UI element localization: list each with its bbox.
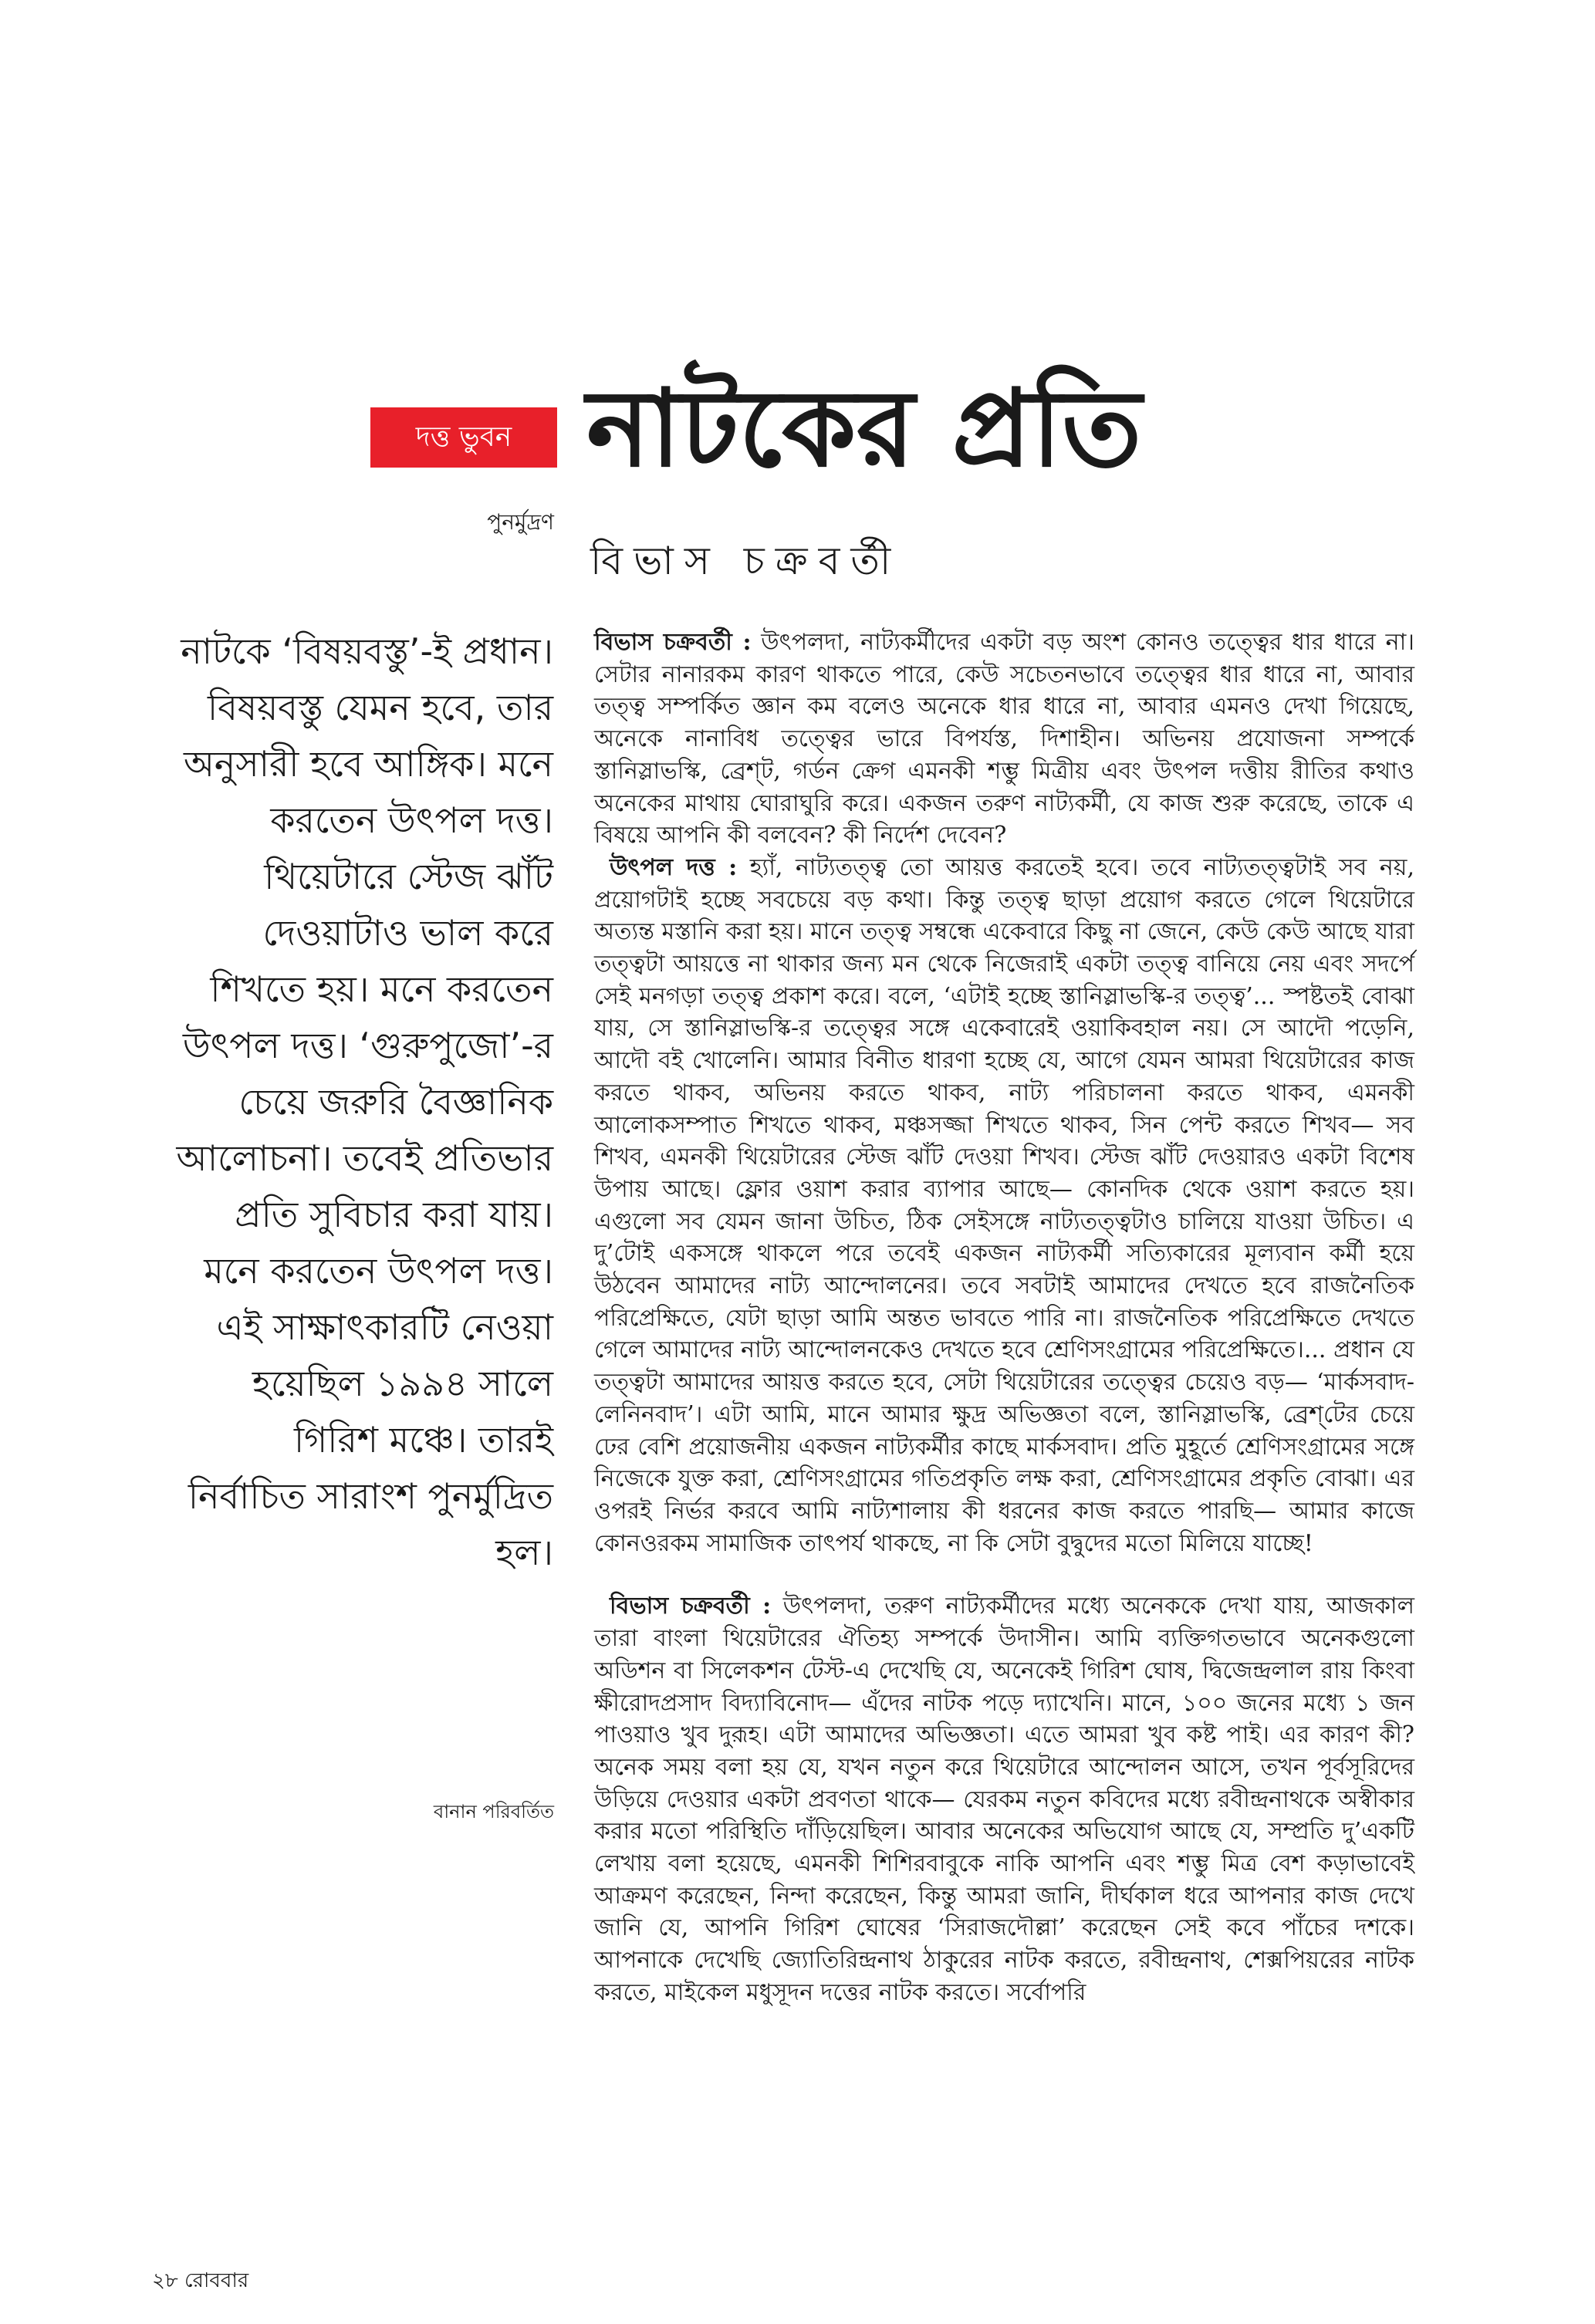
speaker-label: বিভাস চক্রবর্তী : bbox=[610, 1593, 772, 1620]
reprint-label: পুনর্মুদ্রণ bbox=[487, 509, 554, 535]
paragraph-text: হ্যাঁ, নাট্যতত্ত্ব তো আয়ত্ত করতেই হবে। তবে নাট্যতত্ত্বটাই সব নয়, প্রয়োগটাই হচ্ছে সবচেয়ে বড় কথা। কিন্তু তত্ত্ব ছাড়া প্রয়োগ করতে গেলে থিয়েটারে অত্যন্ত মস্তানি করা হয়। মানে তত্ত্ব সম্বন্ধে একেবারে কিছু না জেনে, কেউ কেউ আছে যারা তত্ত্বটা আয়ত্তে না থাকার জন্য মন থেকে নিজেরাই একটা তত্ত্ব বানিয়ে নেয় এবং সদর্পে সেই মনগড়া তত্ত্ব প্রকাশ করে। বলে, ‘এটাই হচ্ছে স্তানিস্লাভস্কি-র তত্ত্ব’... স্পষ্টতই বোঝা যায়, সে স্তানিস্লাভস্কি-র তত্ত্বের সঙ্গে একেবারেই ওয়াকিবহাল নয়। সে আদৌ পড়েনি, আদৌ বই খোলেনি। আমার বিনীত ধারণা হচ্ছে যে, আগে যেমন আমরা থিয়েটারের কাজ করতে থাকব, অভিনয় করতে থাকব, নাট্য পরিচালনা করতে থাকব, এমনকী আলোকসম্পাত শিখতে থাকব, মঞ্চসজ্জা শিখতে থাকব, সিন পেন্ট করতে শিখব— সব শিখব, এমনকী থিয়েটারের স্টেজ ঝাঁট দেওয়া শিখব। স্টেজ ঝাঁট দেওয়ারও একটা বিশেষ উপায় আছে। ফ্লোর ওয়াশ করার ব্যাপার আছে— কোনদিক থেকে ওয়াশ করতে হয়। এগুলো সব যেমন জানা উচিত, ঠিক সেইসঙ্গে নাট্যতত্ত্বটাও চালিয়ে যাওয়া উচিত। এ দু’টোই একসঙ্গে থাকলে পরে তবেই একজন নাট্যকর্মী সত্যিকারের মূল্যবান কর্মী হয়ে উঠবেন আমাদের নাট্য আন্দোলনের। তবে সবটাই আমাদের দেখতে হবে রাজনৈতিক পরিপ্রেক্ষিতে, যেটা ছাড়া আমি অন্তত ভাবতে পারি না। রাজনৈতিক পরিপ্রেক্ষিতে দেখতে গেলে আমাদের নাট্য আন্দোলনকেও দেখতে হবে শ্রেণিসংগ্রামের পরিপ্রেক্ষিতে।... প্রধান যে তত্ত্বটা আমাদের আয়ত্ত করতে হবে, সেটা থিয়েটারের তত্ত্বের চেয়েও বড়— ‘মার্কসবাদ-লেনিনবাদ’। এটা আমি, মানে আমার ক্ষুদ্র অভিজ্ঞতা বলে, স্তানিস্লাভস্কি, ব্রেশ্‌টের চেয়ে ঢের বেশি প্রয়োজনীয় একজন নাট্যকর্মীর কাছে মার্কসবাদ। প্রতি মুহূর্তে শ্রেণিসংগ্রামের সঙ্গে নিজেকে যুক্ত করা, শ্রেণিসংগ্রামের গতিপ্রকৃতি লক্ষ করা, শ্রেণিসংগ্রামের প্রকৃতি বোঝা। এর ওপরই নির্ভর করবে আমি নাট্যশালায় কী ধরনের কাজ করতে পারছি— আমার কাজে কোনওরকম সামাজিক তাৎপর্য থাকছে, না কি সেটা বুদ্বুদের মতো মিলিয়ে যাচ্ছে! bbox=[594, 853, 1414, 1557]
speaker-label: বিভাস চক্রবর্তী : bbox=[594, 629, 752, 656]
page-footer: ২৮ রোববার bbox=[152, 2269, 249, 2292]
paragraph-question-2 bbox=[594, 1590, 1414, 2008]
spelling-note: বানান পরিবর্তিত bbox=[433, 1801, 554, 1822]
article-title: নাটকের প্রতি bbox=[586, 367, 1142, 491]
pullquote: নাটকে ‘বিষয়বস্তু’-ই প্রধান। বিষয়বস্তু যেমন হবে, তার অনুসারী হবে আঙ্গিক। মনে করতেন উৎপল দত্ত। থিয়েটারে স্টেজ ঝাঁট দেওয়াটাও ভাল করে শিখতে হয়। মনে করতেন উৎপল দত্ত। ‘গুরুপুজো’-র চেয়ে জরুরি বৈজ্ঞানিক আলোচনা। তবেই প্রতিভার প্রতি সুবিচার করা যায়। মনে করতেন উৎপল দত্ত। এই সাক্ষাৎকারটি নেওয়া হয়েছিল ১৯৯৪ সালে গিরিশ মঞ্চে। তারই নির্বাচিত সারাংশ পুনর্মুদ্রিত হল। bbox=[176, 630, 553, 1573]
speaker-label: উৎপল দত্ত : bbox=[610, 853, 738, 881]
paragraph-question-1 bbox=[594, 627, 1414, 852]
paragraph-answer-1 bbox=[594, 852, 1414, 1559]
paragraph-text: উৎপলদা, তরুণ নাট্যকর্মীদের মধ্যে অনেককে দেখা যায়, আজকাল তারা বাংলা থিয়েটারের ঐতিহ্য সম্পর্কে উদাসীন। আমি ব্যক্তিগতভাবে অনেকগুলো অডিশন বা সিলেকশন টেস্ট-এ দেখেছি যে, অনেকেই গিরিশ ঘোষ, দ্বিজেন্দ্রলাল রায় কিংবা ক্ষীরোদপ্রসাদ বিদ্যাবিনোদ— এঁদের নাটক পড়ে দ্যাখেনি। মানে, ১০০ জনের মধ্যে ১ জন পাওয়াও খুব দুরূহ। এটা আমাদের অভিজ্ঞতা। এতে আমরা খুব কষ্ট পাই। এর কারণ কী? অনেক সময় বলা হয় যে, যখন নতুন করে থিয়েটারে আন্দোলন আসে, তখন পূর্বসূরিদের উড়িয়ে দেওয়ার একটা প্রবণতা থাকে— যেরকম নতুন কবিদের মধ্যে রবীন্দ্রনাথকে অস্বীকার করার মতো পরিস্থিতি দাঁড়িয়েছিল। আবার অনেকের অভিযোগ আছে যে, সম্প্রতি দু’একটি লেখায় বলা হয়েছে, এমনকী শিশিরবাবুকে নাকি আপনি এবং শম্ভু মিত্র বেশ কড়াভাবেই আক্রমণ করেছেন, নিন্দা করেছেন, কিন্তু আমরা জানি, দীর্ঘকাল ধরে আপনার কাজ দেখে জানি যে, আপনি গিরিশ ঘোষের ‘সিরাজদৌল্লা’ করেছেন সেই কবে পাঁচের দশকে। আপনাকে দেখেছি জ্যোতিরিন্দ্রনাথ ঠাকুরের নাটক করতে, রবীন্দ্রনাথ, শেক্সপিয়রের নাটক করতে, মাইকেল মধুসূদন দত্তের নাটক করতে। সর্বোপরি bbox=[594, 1593, 1414, 2006]
paragraph-text: উৎপলদা, নাট্যকর্মীদের একটা বড় অংশ কোনও তত্ত্বের ধার ধারে না। সেটার নানারকম কারণ থাকতে পারে, কেউ সচেতনভাবে তত্ত্বের ধার ধারে না, আবার তত্ত্ব সম্পর্কিত জ্ঞান কম বলেও অনেকে ধার ধারে না, আবার এমনও দেখা গিয়েছে, অনেকে নানাবিধ তত্ত্বের ভারে বিপর্যস্ত, দিশাহীন। অভিনয় প্রযোজনা সম্পর্কে স্তানিস্লাভস্কি, ব্রেশ্‌ট, গর্ডন ক্রেগ এমনকী শম্ভু মিত্রীয় এবং উৎপল দত্তীয় রীতির কথাও অনেকের মাথায় ঘোরাঘুরি করে। একজন তরুণ নাট্যকর্মী, যে কাজ শুরু করেছে, তাকে এ বিষয়ে আপনি কী বলবেন? কী নির্দেশ দেবেন? bbox=[594, 629, 1414, 850]
article-body bbox=[594, 627, 1414, 2009]
section-tag: দত্ত ভুবন bbox=[370, 407, 557, 468]
author-name: বিভাস চক্রবর্তী bbox=[590, 539, 902, 583]
